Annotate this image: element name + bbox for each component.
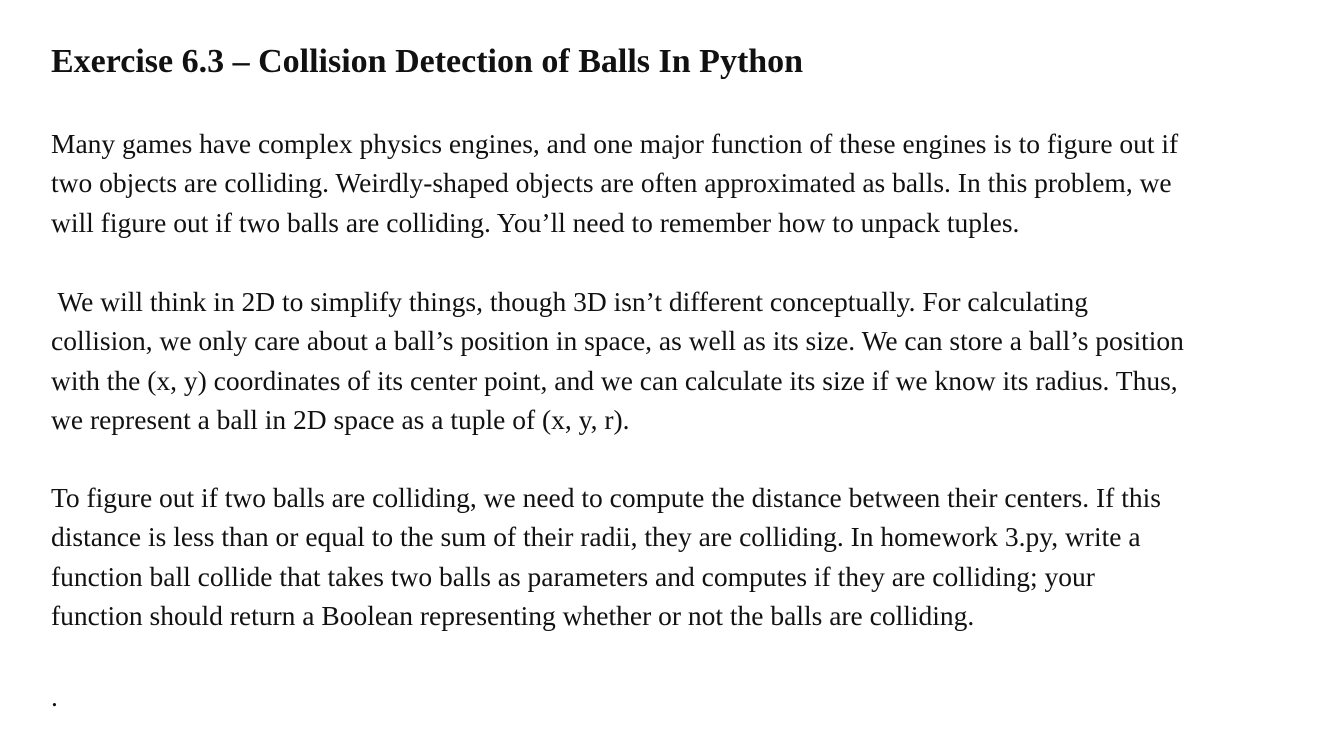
paragraph-line: To figure out if two balls are colliding, we need to compute the distance between their centers. If this [51,482,1161,513]
paragraph-line: collision, we only care about a ball’s position in space, as well as its size. We can store a ball’s position [51,325,1184,357]
paragraph-line: distance is less than or equal to the sum of their radii, they are colliding. In homework 3.py, write a [51,521,1141,553]
paragraph-representation [51,282,1291,439]
paragraph-line: will figure out if two balls are colliding. You’ll need to remember how to unpack tuples. [51,206,1020,238]
paragraph-line: with the (x, y) coordinates of its center point, and we can calculate its size if we know its radius. Thus, [51,364,1178,396]
trailing-dot: . [51,681,58,712]
paragraph-intro [51,124,1291,242]
exercise-title: Exercise 6.3 – Collision Detection of Balls In Python [51,43,804,80]
paragraph-line: two objects are colliding. Weirdly-shaped objects are often approximated as balls. In this problem, we [51,167,1172,199]
paragraph-line: we represent a ball in 2D space as a tuple of (x, y, r). [51,403,630,435]
paragraph-line: Many games have complex physics engines, and one major function of these engines is to figure out if [51,128,1179,159]
paragraph-line: We will think in 2D to simplify things, though 3D isn’t different conceptually. For calculating [51,286,1089,317]
paragraph-line: function ball collide that takes two balls as parameters and computes if they are colliding; your [51,560,1095,592]
paragraph-task [51,478,1291,635]
paragraph-line: function should return a Boolean representing whether or not the balls are colliding. [51,599,975,631]
